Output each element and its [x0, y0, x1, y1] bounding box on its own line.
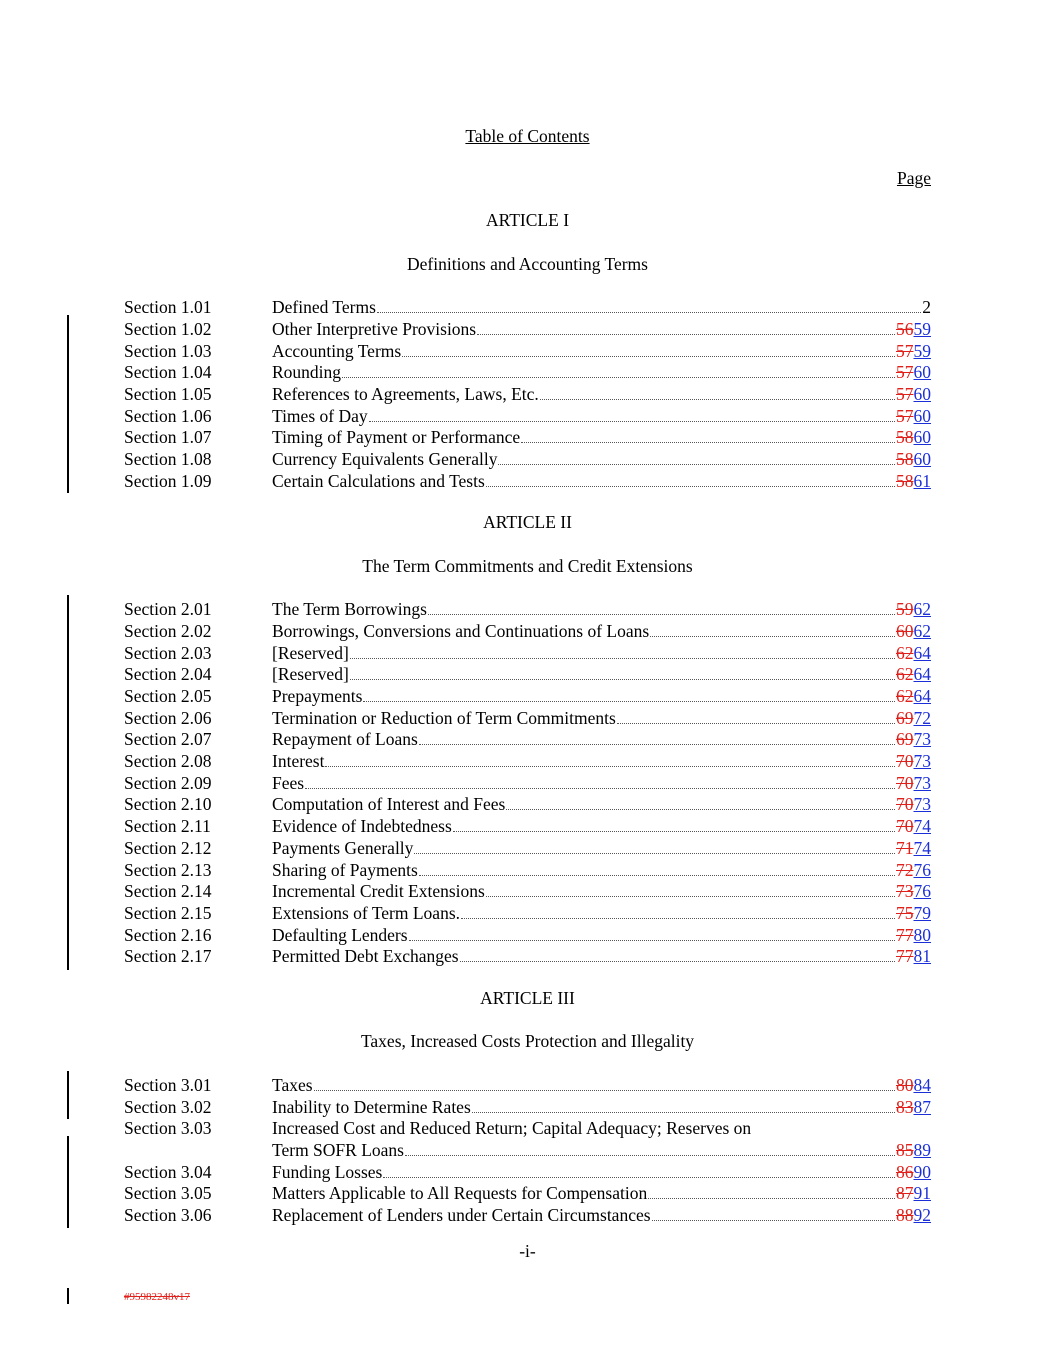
dot-leader — [414, 853, 895, 854]
dot-leader — [521, 442, 895, 443]
dot-leader — [472, 1112, 895, 1113]
deleted-page-number: 88 — [896, 1205, 914, 1225]
section-number: Section 1.04 — [124, 362, 212, 382]
section-number: Section 2.13 — [124, 860, 212, 880]
inserted-page-number[interactable]: 91 — [913, 1183, 931, 1203]
deleted-page-number: 58 — [896, 471, 914, 491]
section-number: Section 2.01 — [124, 599, 212, 619]
dot-leader — [650, 636, 895, 637]
dot-leader — [409, 940, 895, 941]
section-number: Section 1.07 — [124, 427, 212, 447]
inserted-page-number[interactable]: 73 — [913, 729, 931, 749]
section-title: Taxes — [272, 1075, 313, 1095]
section-title: [Reserved] — [272, 643, 349, 663]
dot-leader — [460, 961, 895, 962]
section-number: Section 2.16 — [124, 925, 212, 945]
inserted-page-number[interactable]: 60 — [913, 384, 931, 404]
toc-entry[interactable] — [0, 860, 1055, 880]
section-title: Term SOFR Loans — [272, 1140, 404, 1160]
section-title: Borrowings, Conversions and Continuations of Loans — [272, 621, 650, 641]
deleted-page-number: 57 — [896, 384, 914, 404]
section-title: Times of Day — [272, 406, 368, 426]
deleted-page-number: 85 — [896, 1140, 914, 1160]
toc-entry[interactable] — [0, 1162, 1055, 1182]
section-number: Section 2.12 — [124, 838, 212, 858]
toc-title: Table of Contents — [465, 126, 590, 146]
inserted-page-number[interactable]: 61 — [913, 471, 931, 491]
section-number: Section 2.08 — [124, 751, 212, 771]
dot-leader — [325, 766, 895, 767]
inserted-page-number[interactable]: 76 — [913, 881, 931, 901]
dot-leader — [383, 1177, 895, 1178]
article-3-heading: ARTICLE III — [480, 988, 575, 1008]
section-number: Section 3.01 — [124, 1075, 212, 1095]
section-title: Permitted Debt Exchanges — [272, 946, 459, 966]
section-number: Section 2.11 — [124, 816, 211, 836]
deleted-page-number: 69 — [896, 708, 914, 728]
deleted-page-number: 71 — [896, 838, 914, 858]
inserted-page-number[interactable]: 89 — [913, 1140, 931, 1160]
inserted-page-number[interactable]: 64 — [913, 664, 931, 684]
toc-entry[interactable] — [0, 903, 1055, 923]
section-title: Prepayments — [272, 686, 363, 706]
section-title: Incremental Credit Extensions — [272, 881, 485, 901]
section-title: Accounting Terms — [272, 341, 402, 361]
inserted-page-number[interactable]: 72 — [913, 708, 931, 728]
section-title: Rounding — [272, 362, 342, 382]
section-number: Section 2.05 — [124, 686, 212, 706]
section-title: Repayment of Loans — [272, 729, 418, 749]
deleted-page-number: 57 — [896, 341, 914, 361]
inserted-page-number[interactable]: 60 — [913, 406, 931, 426]
section-number: Section 3.03 — [124, 1118, 212, 1138]
section-number: Section 1.09 — [124, 471, 212, 491]
dot-leader — [428, 614, 895, 615]
change-bar — [67, 1288, 69, 1304]
inserted-page-number[interactable]: 60 — [913, 362, 931, 382]
deleted-page-number: 60 — [896, 621, 914, 641]
section-title: Timing of Payment or Performance — [272, 427, 521, 447]
inserted-page-number[interactable]: 92 — [913, 1205, 931, 1225]
toc-entry[interactable] — [0, 599, 1055, 619]
dot-leader — [419, 875, 895, 876]
section-title: Defaulting Lenders — [272, 925, 408, 945]
change-bar — [67, 595, 69, 970]
dot-leader — [453, 831, 895, 832]
deleted-page-number: 62 — [896, 643, 914, 663]
toc-entry[interactable] — [0, 406, 1055, 426]
page-number-footer: -i- — [519, 1241, 536, 1261]
section-number: Section 2.17 — [124, 946, 212, 966]
deleted-page-number: 62 — [896, 686, 914, 706]
toc-entry[interactable] — [0, 427, 1055, 447]
section-title: References to Agreements, Laws, Etc. — [272, 384, 539, 404]
section-title: [Reserved] — [272, 664, 349, 684]
inserted-page-number[interactable]: 62 — [913, 599, 931, 619]
deleted-page-number: 77 — [896, 925, 914, 945]
deleted-page-number: 70 — [896, 816, 914, 836]
section-title-line-1: Increased Cost and Reduced Return; Capital Adequacy; Reserves on — [272, 1118, 752, 1138]
deleted-page-number: 70 — [896, 773, 914, 793]
dot-leader — [405, 1155, 895, 1156]
dot-leader — [377, 312, 921, 313]
toc-entry[interactable] — [0, 708, 1055, 728]
inserted-page-number[interactable]: 64 — [913, 643, 931, 663]
deleted-page-number: 83 — [896, 1097, 914, 1117]
deleted-page-number: 70 — [896, 751, 914, 771]
inserted-page-number[interactable]: 73 — [913, 773, 931, 793]
section-number: Section 1.02 — [124, 319, 212, 339]
dot-leader — [402, 356, 895, 357]
inserted-page-number[interactable]: 62 — [913, 621, 931, 641]
article-1-subtitle: Definitions and Accounting Terms — [407, 254, 648, 274]
inserted-page-number[interactable]: 84 — [913, 1075, 931, 1095]
toc-entry[interactable] — [0, 925, 1055, 945]
section-title: Matters Applicable to All Requests for Compensation — [272, 1183, 648, 1203]
section-number: Section 1.05 — [124, 384, 212, 404]
section-number: Section 1.06 — [124, 406, 212, 426]
dot-leader — [486, 896, 895, 897]
section-number: Section 2.09 — [124, 773, 212, 793]
section-title: Sharing of Payments — [272, 860, 418, 880]
inserted-page-number[interactable]: 59 — [913, 341, 931, 361]
inserted-page-number[interactable]: 64 — [913, 686, 931, 706]
deleted-page-number: 80 — [896, 1075, 914, 1095]
dot-leader — [363, 701, 895, 702]
section-title: Funding Losses — [272, 1162, 383, 1182]
section-title: Extensions of Term Loans. — [272, 903, 461, 923]
dot-leader — [648, 1198, 895, 1199]
inserted-page-number[interactable]: 60 — [913, 449, 931, 469]
section-number: Section 3.05 — [124, 1183, 212, 1203]
dot-leader — [506, 809, 895, 810]
section-number: Section 3.02 — [124, 1097, 212, 1117]
section-title: Currency Equivalents Generally — [272, 449, 498, 469]
toc-entry[interactable] — [0, 751, 1055, 771]
dot-leader — [369, 421, 895, 422]
toc-entry[interactable] — [0, 773, 1055, 793]
section-title: Computation of Interest and Fees — [272, 794, 506, 814]
toc-entry[interactable] — [0, 1075, 1055, 1095]
deleted-page-number: 58 — [896, 449, 914, 469]
toc-entry-wrapped[interactable] — [0, 1118, 1055, 1138]
dot-leader — [477, 334, 895, 335]
section-number: Section 2.14 — [124, 881, 212, 901]
toc-entry[interactable] — [0, 341, 1055, 361]
deleted-page-number: 69 — [896, 729, 914, 749]
dot-leader — [498, 464, 895, 465]
deleted-page-number: 58 — [896, 427, 914, 447]
toc-entry[interactable] — [0, 297, 1055, 317]
dot-leader — [342, 377, 895, 378]
deleted-page-number: 57 — [896, 362, 914, 382]
section-title: Defined Terms — [272, 297, 376, 317]
toc-entry-continuation[interactable] — [0, 1140, 1055, 1160]
deleted-page-number: 62 — [896, 664, 914, 684]
toc-entry[interactable] — [0, 643, 1055, 663]
article-2-heading: ARTICLE II — [483, 512, 572, 532]
deleted-page-number: 72 — [896, 860, 914, 880]
dot-leader — [419, 744, 895, 745]
section-number: Section 2.02 — [124, 621, 212, 641]
page-number: 2 — [922, 297, 931, 317]
section-title: Other Interpretive Provisions — [272, 319, 477, 339]
dot-leader — [314, 1090, 895, 1091]
toc-entry[interactable] — [0, 686, 1055, 706]
deleted-page-number: 86 — [896, 1162, 914, 1182]
dot-leader — [652, 1220, 895, 1221]
toc-entry[interactable] — [0, 621, 1055, 641]
dot-leader — [486, 486, 895, 487]
deleted-page-number: 57 — [896, 406, 914, 426]
inserted-page-number[interactable]: 60 — [913, 427, 931, 447]
section-number: Section 2.10 — [124, 794, 212, 814]
toc-entry[interactable] — [0, 838, 1055, 858]
dot-leader — [305, 788, 895, 789]
toc-entry[interactable] — [0, 1205, 1055, 1225]
section-number: Section 1.08 — [124, 449, 212, 469]
inserted-page-number[interactable]: 59 — [913, 319, 931, 339]
toc-entry[interactable] — [0, 1183, 1055, 1203]
toc-entry[interactable] — [0, 319, 1055, 339]
toc-entry[interactable] — [0, 816, 1055, 836]
toc-entry[interactable] — [0, 362, 1055, 382]
toc-entry[interactable] — [0, 449, 1055, 469]
section-title: Termination or Reduction of Term Commitments — [272, 708, 616, 728]
toc-entry[interactable] — [0, 384, 1055, 404]
section-title: Payments Generally — [272, 838, 414, 858]
section-title: Replacement of Lenders under Certain Circumstances — [272, 1205, 651, 1225]
section-number: Section 2.03 — [124, 643, 212, 663]
inserted-page-number[interactable]: 76 — [913, 860, 931, 880]
page-column-label: Page — [896, 168, 931, 188]
change-bar — [67, 1136, 69, 1228]
deleted-page-number: 56 — [896, 319, 914, 339]
section-title: Fees — [272, 773, 305, 793]
toc-entry[interactable] — [0, 1097, 1055, 1117]
deleted-page-number: 70 — [896, 794, 914, 814]
section-title: Inability to Determine Rates — [272, 1097, 471, 1117]
section-number: Section 3.06 — [124, 1205, 212, 1225]
section-number: Section 2.15 — [124, 903, 212, 923]
inserted-page-number[interactable]: 81 — [913, 946, 931, 966]
inserted-page-number[interactable]: 90 — [913, 1162, 931, 1182]
toc-entry[interactable] — [0, 946, 1055, 966]
document-id: #95982248v17 — [124, 1291, 190, 1303]
section-title: Certain Calculations and Tests — [272, 471, 485, 491]
toc-entry[interactable] — [0, 881, 1055, 901]
dot-leader — [461, 918, 895, 919]
toc-entry[interactable] — [0, 794, 1055, 814]
deleted-page-number: 87 — [896, 1183, 914, 1203]
dot-leader — [350, 658, 895, 659]
section-number: Section 1.01 — [124, 297, 212, 317]
section-title: Interest — [272, 751, 325, 771]
article-2-subtitle: The Term Commitments and Credit Extensions — [362, 556, 693, 576]
inserted-page-number[interactable]: 74 — [913, 838, 931, 858]
inserted-page-number[interactable]: 79 — [913, 903, 931, 923]
dot-leader — [350, 679, 895, 680]
article-3-subtitle: Taxes, Increased Costs Protection and Illegality — [360, 1031, 695, 1051]
deleted-page-number: 59 — [896, 599, 914, 619]
change-bar — [67, 1071, 69, 1119]
inserted-page-number[interactable]: 73 — [913, 751, 931, 771]
deleted-page-number: 73 — [896, 881, 914, 901]
dot-leader — [540, 399, 895, 400]
section-number: Section 1.03 — [124, 341, 212, 361]
section-number: Section 2.04 — [124, 664, 212, 684]
section-number: Section 2.07 — [124, 729, 212, 749]
deleted-page-number: 75 — [896, 903, 914, 923]
section-title: Evidence of Indebtedness — [272, 816, 452, 836]
section-number: Section 3.04 — [124, 1162, 212, 1182]
section-number: Section 2.06 — [124, 708, 212, 728]
inserted-page-number[interactable]: 73 — [913, 794, 931, 814]
toc-entry[interactable] — [0, 664, 1055, 684]
change-bar — [67, 315, 69, 493]
inserted-page-number[interactable]: 80 — [913, 925, 931, 945]
inserted-page-number[interactable]: 74 — [913, 816, 931, 836]
section-title: The Term Borrowings — [272, 599, 427, 619]
toc-entry[interactable] — [0, 471, 1055, 491]
dot-leader — [617, 723, 895, 724]
article-1-heading: ARTICLE I — [485, 210, 570, 230]
deleted-page-number: 77 — [896, 946, 914, 966]
toc-entry[interactable] — [0, 729, 1055, 749]
inserted-page-number[interactable]: 87 — [913, 1097, 931, 1117]
